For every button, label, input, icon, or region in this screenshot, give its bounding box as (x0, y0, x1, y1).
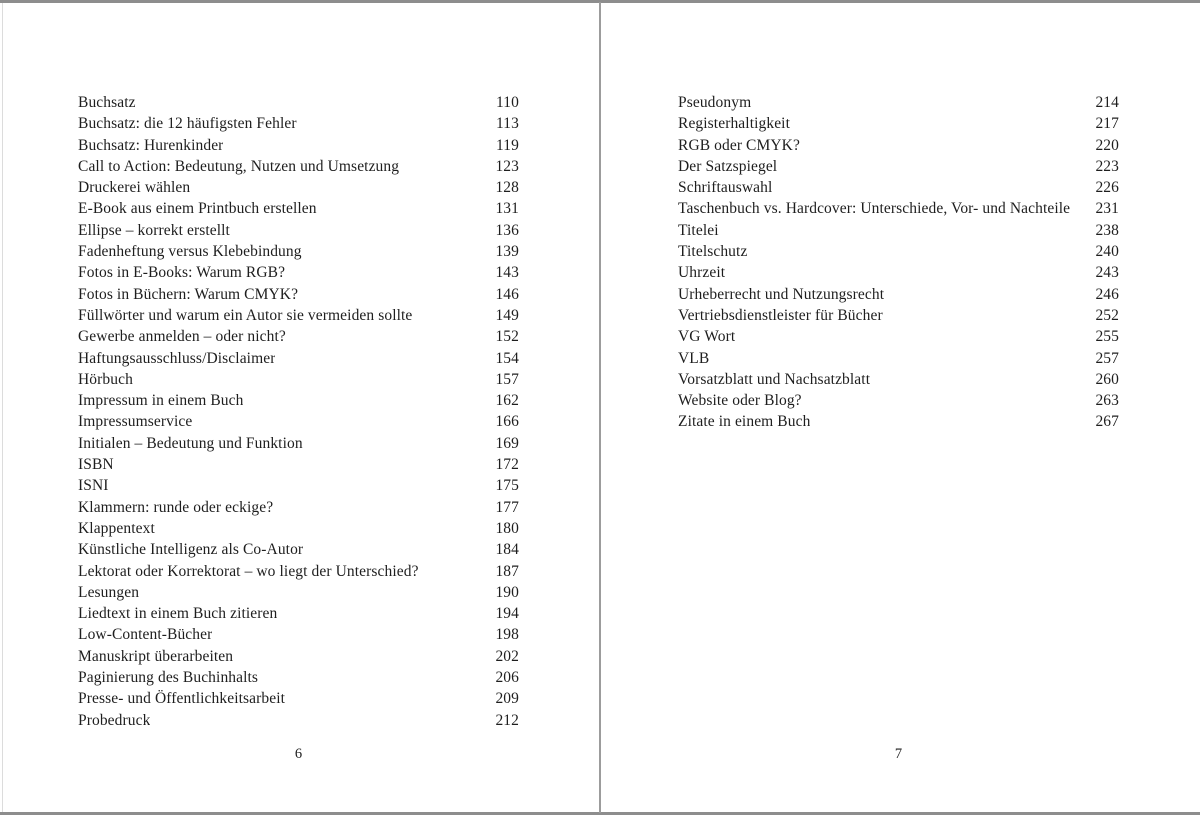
toc-entry (78, 539, 519, 560)
toc-entry-label: Initialen – Bedeutung und Funktion (78, 434, 303, 452)
toc-entry (78, 688, 519, 709)
toc-entry-label: Vertriebsdienstleister für Bücher (678, 306, 883, 324)
toc-entry (78, 177, 519, 198)
toc-entry (78, 305, 519, 326)
toc-entry-page: 166 (495, 413, 519, 431)
toc-entry-label: Fotos in Büchern: Warum CMYK? (78, 285, 299, 303)
toc-entry-label: Call to Action: Bedeutung, Nutzen und Umsetzung (78, 157, 400, 175)
toc-entry (78, 113, 519, 134)
toc-entry (78, 667, 519, 688)
toc-entry-page: 255 (1095, 328, 1119, 346)
toc-entry-label: Low-Content-Bücher (78, 626, 213, 644)
toc-entry-page: 131 (495, 200, 519, 218)
toc-entry-page: 246 (1095, 285, 1119, 303)
toc-entry-page: 162 (495, 392, 519, 410)
toc-entry-page: 267 (1095, 413, 1119, 431)
toc-entry (78, 390, 519, 411)
toc-entry-page: 231 (1095, 200, 1119, 218)
toc-entry-page: 220 (1095, 136, 1119, 154)
toc-entry (78, 348, 519, 369)
toc-entry-label: ISBN (78, 456, 114, 474)
toc-entry-page: 175 (495, 477, 519, 495)
toc-entry (78, 518, 519, 539)
toc-entry-label: ISNI (78, 477, 109, 495)
toc-entry-label: Registerhaltigkeit (678, 115, 790, 133)
toc-entry-page: 217 (1095, 115, 1119, 133)
toc-entry-page: 149 (495, 306, 519, 324)
toc-entry-page: 202 (495, 647, 519, 665)
toc-entry (678, 113, 1119, 134)
toc-entry-page: 194 (495, 605, 519, 623)
toc-entry-page: 128 (495, 179, 519, 197)
toc-entry-label: Titelschutz (678, 243, 748, 261)
toc-entry (78, 433, 519, 454)
toc-entry-page: 154 (495, 349, 519, 367)
toc-entry (678, 390, 1119, 411)
toc-list-right (678, 92, 1119, 433)
toc-entry-label: Haftungsausschluss/Disclaimer (78, 349, 276, 367)
toc-entry-page: 139 (495, 243, 519, 261)
toc-entry-label: Hörbuch (78, 370, 133, 388)
page-number-left: 6 (294, 746, 303, 762)
toc-entry-page: 238 (1095, 221, 1119, 239)
toc-list-left (78, 92, 519, 731)
toc-entry (678, 411, 1119, 432)
page-number-right: 7 (894, 746, 903, 762)
toc-entry-page: 187 (495, 562, 519, 580)
toc-entry-label: Fadenheftung versus Klebebindung (78, 243, 302, 261)
toc-entry-label: Impressumservice (78, 413, 193, 431)
toc-entry-page: 243 (1095, 264, 1119, 282)
toc-entry (678, 305, 1119, 326)
toc-entry (78, 411, 519, 432)
toc-entry-label: Zitate in einem Buch (678, 413, 811, 431)
toc-entry-page: 110 (496, 94, 519, 111)
toc-entry (678, 241, 1119, 262)
toc-entry-page: 223 (1095, 157, 1119, 175)
toc-entry (678, 92, 1119, 113)
toc-entry-label: Titelei (678, 221, 719, 239)
toc-entry-label: Lektorat oder Korrektorat – wo liegt der Unterschied? (78, 562, 419, 580)
toc-entry (78, 135, 519, 156)
toc-entry (78, 603, 519, 624)
toc-entry-page: 209 (495, 690, 519, 708)
toc-entry-label: Klammern: runde oder eckige? (78, 498, 274, 516)
toc-entry-label: VG Wort (678, 328, 736, 346)
toc-entry (78, 624, 519, 645)
toc-entry-page: 180 (495, 519, 519, 537)
toc-entry-label: Buchsatz: die 12 häufigsten Fehler (78, 115, 297, 133)
toc-entry-page: 157 (495, 370, 519, 388)
toc-entry-page: 226 (1095, 179, 1119, 197)
toc-entry-label: Lesungen (78, 583, 140, 601)
toc-entry-page: 212 (495, 711, 519, 729)
toc-entry-label: Vorsatzblatt und Nachsatzblatt (678, 370, 871, 388)
toc-entry-label: Klappentext (78, 519, 155, 537)
toc-entry-page: 119 (496, 136, 519, 154)
toc-entry-label: Liedtext in einem Buch zitieren (78, 605, 278, 623)
toc-entry-page: 146 (495, 285, 519, 303)
toc-entry-page: 206 (495, 669, 519, 687)
toc-entry (678, 135, 1119, 156)
toc-entry-label: Taschenbuch vs. Hardcover: Unterschiede, Vor- und Nachteile (678, 200, 1071, 218)
toc-entry-label: E-Book aus einem Printbuch erstellen (78, 200, 317, 218)
toc-entry-label: Buchsatz: Hurenkinder (78, 136, 224, 154)
toc-entry-label: RGB oder CMYK? (678, 136, 800, 154)
toc-entry-label: Gewerbe anmelden – oder nicht? (78, 328, 286, 346)
toc-entry (78, 262, 519, 283)
toc-entry (678, 262, 1119, 283)
toc-entry-label: Pseudonym (678, 94, 752, 111)
toc-entry (78, 369, 519, 390)
toc-entry-label: Ellipse – korrekt erstellt (78, 221, 230, 239)
toc-entry-page: 257 (1095, 349, 1119, 367)
page-gutter-divider (599, 2, 601, 813)
toc-entry-label: Schriftauswahl (678, 179, 773, 197)
toc-entry-page: 184 (495, 541, 519, 559)
toc-entry (678, 220, 1119, 241)
toc-entry (78, 326, 519, 347)
toc-entry (78, 561, 519, 582)
toc-entry (78, 454, 519, 475)
toc-entry-label: Impressum in einem Buch (78, 392, 244, 410)
toc-entry (78, 284, 519, 305)
toc-entry (78, 156, 519, 177)
toc-entry (78, 220, 519, 241)
toc-entry-page: 113 (496, 115, 519, 133)
toc-entry-label: Druckerei wählen (78, 179, 191, 197)
toc-entry (678, 348, 1119, 369)
toc-entry-page: 136 (495, 221, 519, 239)
toc-entry-page: 172 (495, 456, 519, 474)
toc-entry (78, 497, 519, 518)
toc-entry (78, 710, 519, 731)
toc-entry-label: Website oder Blog? (678, 392, 802, 410)
toc-entry (678, 198, 1119, 219)
toc-entry (78, 646, 519, 667)
toc-entry (78, 92, 519, 113)
toc-entry-page: 263 (1095, 392, 1119, 410)
toc-entry (678, 326, 1119, 347)
toc-entry-label: Füllwörter und warum ein Autor sie vermeiden sollte (78, 306, 413, 324)
toc-entry-label: Künstliche Intelligenz als Co-Autor (78, 541, 304, 559)
toc-entry (678, 369, 1119, 390)
toc-entry-label: Paginierung des Buchinhalts (78, 669, 259, 687)
toc-entry-page: 190 (495, 583, 519, 601)
toc-entry (78, 582, 519, 603)
toc-entry-page: 143 (495, 264, 519, 282)
toc-entry (78, 241, 519, 262)
toc-entry-page: 214 (1095, 94, 1119, 111)
toc-entry (78, 198, 519, 219)
toc-entry (678, 156, 1119, 177)
toc-entry-label: Fotos in E-Books: Warum RGB? (78, 264, 286, 282)
toc-entry-label: Der Satzspiegel (678, 157, 778, 175)
toc-entry-label: Uhrzeit (678, 264, 726, 282)
toc-entry-label: Urheberrecht und Nutzungsrecht (678, 285, 885, 303)
toc-entry-page: 123 (495, 157, 519, 175)
toc-entry-page: 252 (1095, 306, 1119, 324)
toc-entry-page: 177 (495, 498, 519, 516)
toc-entry (78, 475, 519, 496)
toc-entry-label: Presse- und Öffentlichkeitsarbeit (78, 690, 286, 708)
toc-entry-label: VLB (678, 349, 710, 367)
toc-entry-page: 260 (1095, 370, 1119, 388)
toc-entry-page: 240 (1095, 243, 1119, 261)
toc-entry-label: Manuskript überarbeiten (78, 647, 234, 665)
toc-entry-page: 169 (495, 434, 519, 452)
toc-entry-page: 198 (495, 626, 519, 644)
toc-entry-label: Buchsatz (78, 94, 136, 111)
toc-entry (678, 284, 1119, 305)
toc-entry-label: Probedruck (78, 711, 151, 729)
toc-entry (678, 177, 1119, 198)
toc-entry-page: 152 (495, 328, 519, 346)
right-page (600, 0, 1200, 815)
